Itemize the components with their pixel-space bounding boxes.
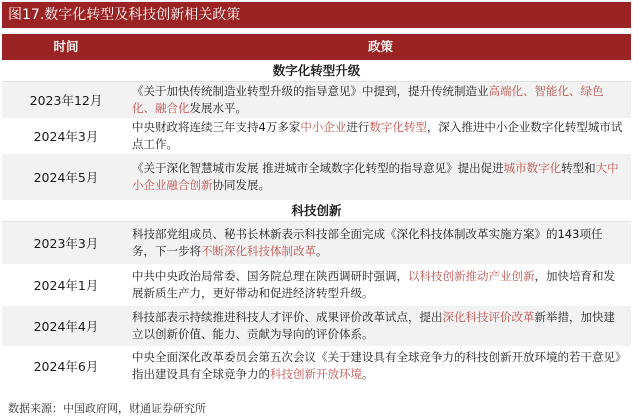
policy-text: 科技部党组成员、秘书长林新表示科技部全面完成《深化科技体制改革实施方案》的143项任务，下一步将 bbox=[132, 227, 603, 258]
highlighted-text: 不断深化科技体制改革 bbox=[201, 244, 316, 258]
policy-text: 转型和 bbox=[561, 161, 596, 175]
row-time: 2024年3月 bbox=[33, 129, 99, 144]
section-digital-transformation: 数字化转型升级 bbox=[2, 60, 631, 82]
row-time: 2023年3月 bbox=[33, 236, 99, 251]
highlighted-text: 大中小企业融合创新 bbox=[132, 161, 619, 192]
table-row bbox=[2, 264, 631, 306]
table-row bbox=[2, 222, 631, 264]
policy-text: 中共中央政治局常委、国务院总理在陕西调研时强调， bbox=[132, 269, 408, 283]
row-policy bbox=[132, 346, 625, 386]
row-policy bbox=[132, 264, 625, 306]
highlighted-text: 中小企业 bbox=[300, 120, 347, 134]
row-time: 2024年4月 bbox=[33, 319, 99, 334]
policy-text: 协同发展。 bbox=[212, 178, 270, 192]
header-policy: 政策 bbox=[367, 39, 393, 54]
row-policy bbox=[132, 82, 625, 118]
table-header bbox=[2, 34, 631, 60]
source-note: 数据来源：中国政府网，财通证券研究所 bbox=[8, 402, 206, 415]
highlighted-text: 科技创新开放环境 bbox=[270, 367, 362, 381]
row-time: 2024年5月 bbox=[33, 170, 99, 185]
header-time: 时间 bbox=[53, 39, 79, 54]
policy-text: 《关于加快传统制造业转型升级的指导意见》中提到，提升传统制造业 bbox=[132, 84, 489, 98]
policy-text: 进行 bbox=[346, 120, 370, 134]
row-time: 2024年1月 bbox=[33, 278, 99, 293]
table-row bbox=[2, 306, 631, 346]
table-row bbox=[2, 82, 631, 118]
policy-text: 。 bbox=[362, 367, 374, 381]
row-policy bbox=[132, 118, 625, 154]
row-policy bbox=[132, 306, 625, 346]
figure-title: 图17.数字化转型及科技创新相关政策 bbox=[2, 2, 631, 28]
highlighted-text: 高端化、智能化、绿色化、融合化 bbox=[132, 84, 604, 115]
highlighted-text: 深化科技评价改革 bbox=[442, 310, 535, 324]
policy-text: 科技部表示持续推进科技人才评价、成果评价改革试点，提出 bbox=[132, 310, 443, 324]
section-tech-innovation: 科技创新 bbox=[2, 200, 631, 222]
policy-text: 新举措，加快建立以创新价值、能力、贡献为导向的评价体系。 bbox=[132, 310, 615, 341]
row-policy bbox=[132, 222, 625, 264]
table-row bbox=[2, 154, 631, 200]
policy-text: 《关于深化智慧城市发展 推进城市全域数字化转型的指导意见》提出促进 bbox=[132, 161, 504, 175]
policy-text: ，加快培育和发展新质生产力，更好带动和促进经济转型升级。 bbox=[132, 269, 615, 300]
policy-text: 中央全面深化改革委员会第五次会议《关于建设具有全球竞争力的科技创新开放环境的若干意见》指出建设具有全球竞争力的 bbox=[132, 350, 621, 381]
row-time: 2024年6月 bbox=[33, 359, 99, 374]
policy-text: 发展水平。 bbox=[189, 101, 247, 115]
table-row bbox=[2, 346, 631, 386]
highlighted-text: 以科技创新推动产业创新 bbox=[408, 269, 535, 283]
policy-text: ，深入推进中小企业数字化转型城市试点工作。 bbox=[132, 120, 623, 151]
policy-text: 。 bbox=[316, 244, 328, 258]
row-policy bbox=[132, 154, 625, 200]
row-time: 2023年12月 bbox=[29, 93, 103, 108]
table-row bbox=[2, 118, 631, 154]
highlighted-text: 数字化转型 bbox=[369, 120, 427, 134]
policy-text: 中央财政将连续三年支持4万多家 bbox=[132, 120, 301, 134]
highlighted-text: 城市数字化 bbox=[503, 161, 562, 175]
